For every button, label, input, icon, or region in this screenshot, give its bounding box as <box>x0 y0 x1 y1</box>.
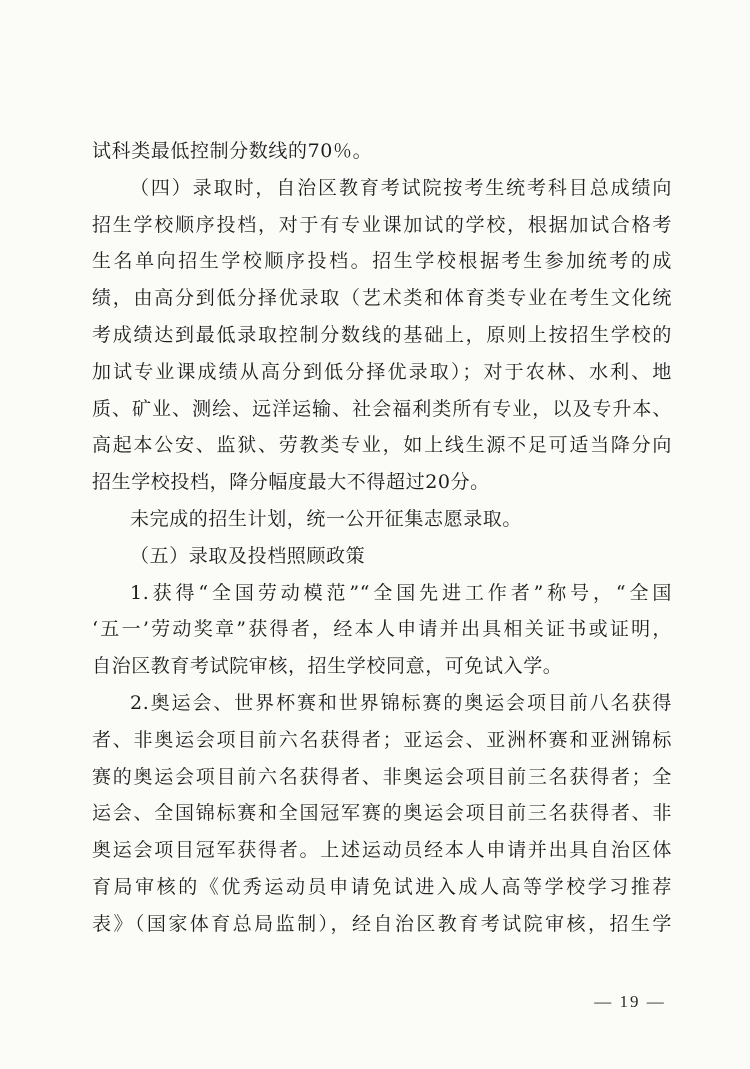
document-body <box>92 133 672 943</box>
page-number: — 19 — <box>594 992 666 1011</box>
text-line: 考成绩达到最低录取控制分数线的基础上，原则上按招生学校的 <box>92 323 672 346</box>
text-line: ‘五一’劳动奖章”获得者，经本人申请并出具相关证书或证明， <box>92 618 672 641</box>
text-line: 招生学校顺序投档，对于有专业课加试的学校，根据加试合格考 <box>92 213 672 236</box>
text-line: 运会、全国锦标赛和全国冠军赛的奥运会项目前三名获得者、非 <box>92 802 672 825</box>
text-line: 自治区教育考试院审核，招生学校同意，可免试入学。 <box>92 655 563 678</box>
text-line: （四）录取时，自治区教育考试院按考生统考科目总成绩向 <box>130 176 672 199</box>
text-line: 2.奥运会、世界杯赛和世界锦标赛的奥运会项目前八名获得 <box>130 691 672 714</box>
text-line: 质、矿业、测绘、远洋运输、社会福利类所有专业，以及专升本、 <box>92 397 672 420</box>
text-line: 奥运会项目冠军获得者。上述运动员经本人申请并出具自治区体 <box>92 839 672 862</box>
text-line: 赛的奥运会项目前六名获得者、非奥运会项目前三名获得者；全 <box>92 765 672 788</box>
text-line: 高起本公安、监狱、劳教类专业，如上线生源不足可适当降分向 <box>92 434 672 457</box>
text-line: 招生学校投档，降分幅度最大不得超过20分。 <box>92 471 490 494</box>
section-heading: （五）录取及投档照顾政策 <box>130 544 366 567</box>
text-line: 1.获得“全国劳动模范”“全国先进工作者”称号，“全国 <box>130 581 672 604</box>
text-line: 育局审核的《优秀运动员申请免试进入成人高等学校学习推荐 <box>92 875 672 898</box>
text-line: 生名单向招生学校顺序投档。招生学校根据考生参加统考的成 <box>92 250 672 273</box>
text-line: 绩，由高分到低分择优录取（艺术类和体育类专业在考生文化统 <box>92 287 672 310</box>
text-line: 未完成的招生计划，统一公开征集志愿录取。 <box>130 507 523 530</box>
text-line: 表》（国家体育总局监制），经自治区教育考试院审核，招生学 <box>92 912 672 935</box>
text-line: 者、非奥运会项目前六名获得者；亚运会、亚洲杯赛和亚洲锦标 <box>92 728 672 751</box>
text-line: 加试专业课成绩从高分到低分择优录取）；对于农林、水利、地 <box>92 360 672 383</box>
text-line: 试科类最低控制分数线的70％。 <box>92 140 373 162</box>
